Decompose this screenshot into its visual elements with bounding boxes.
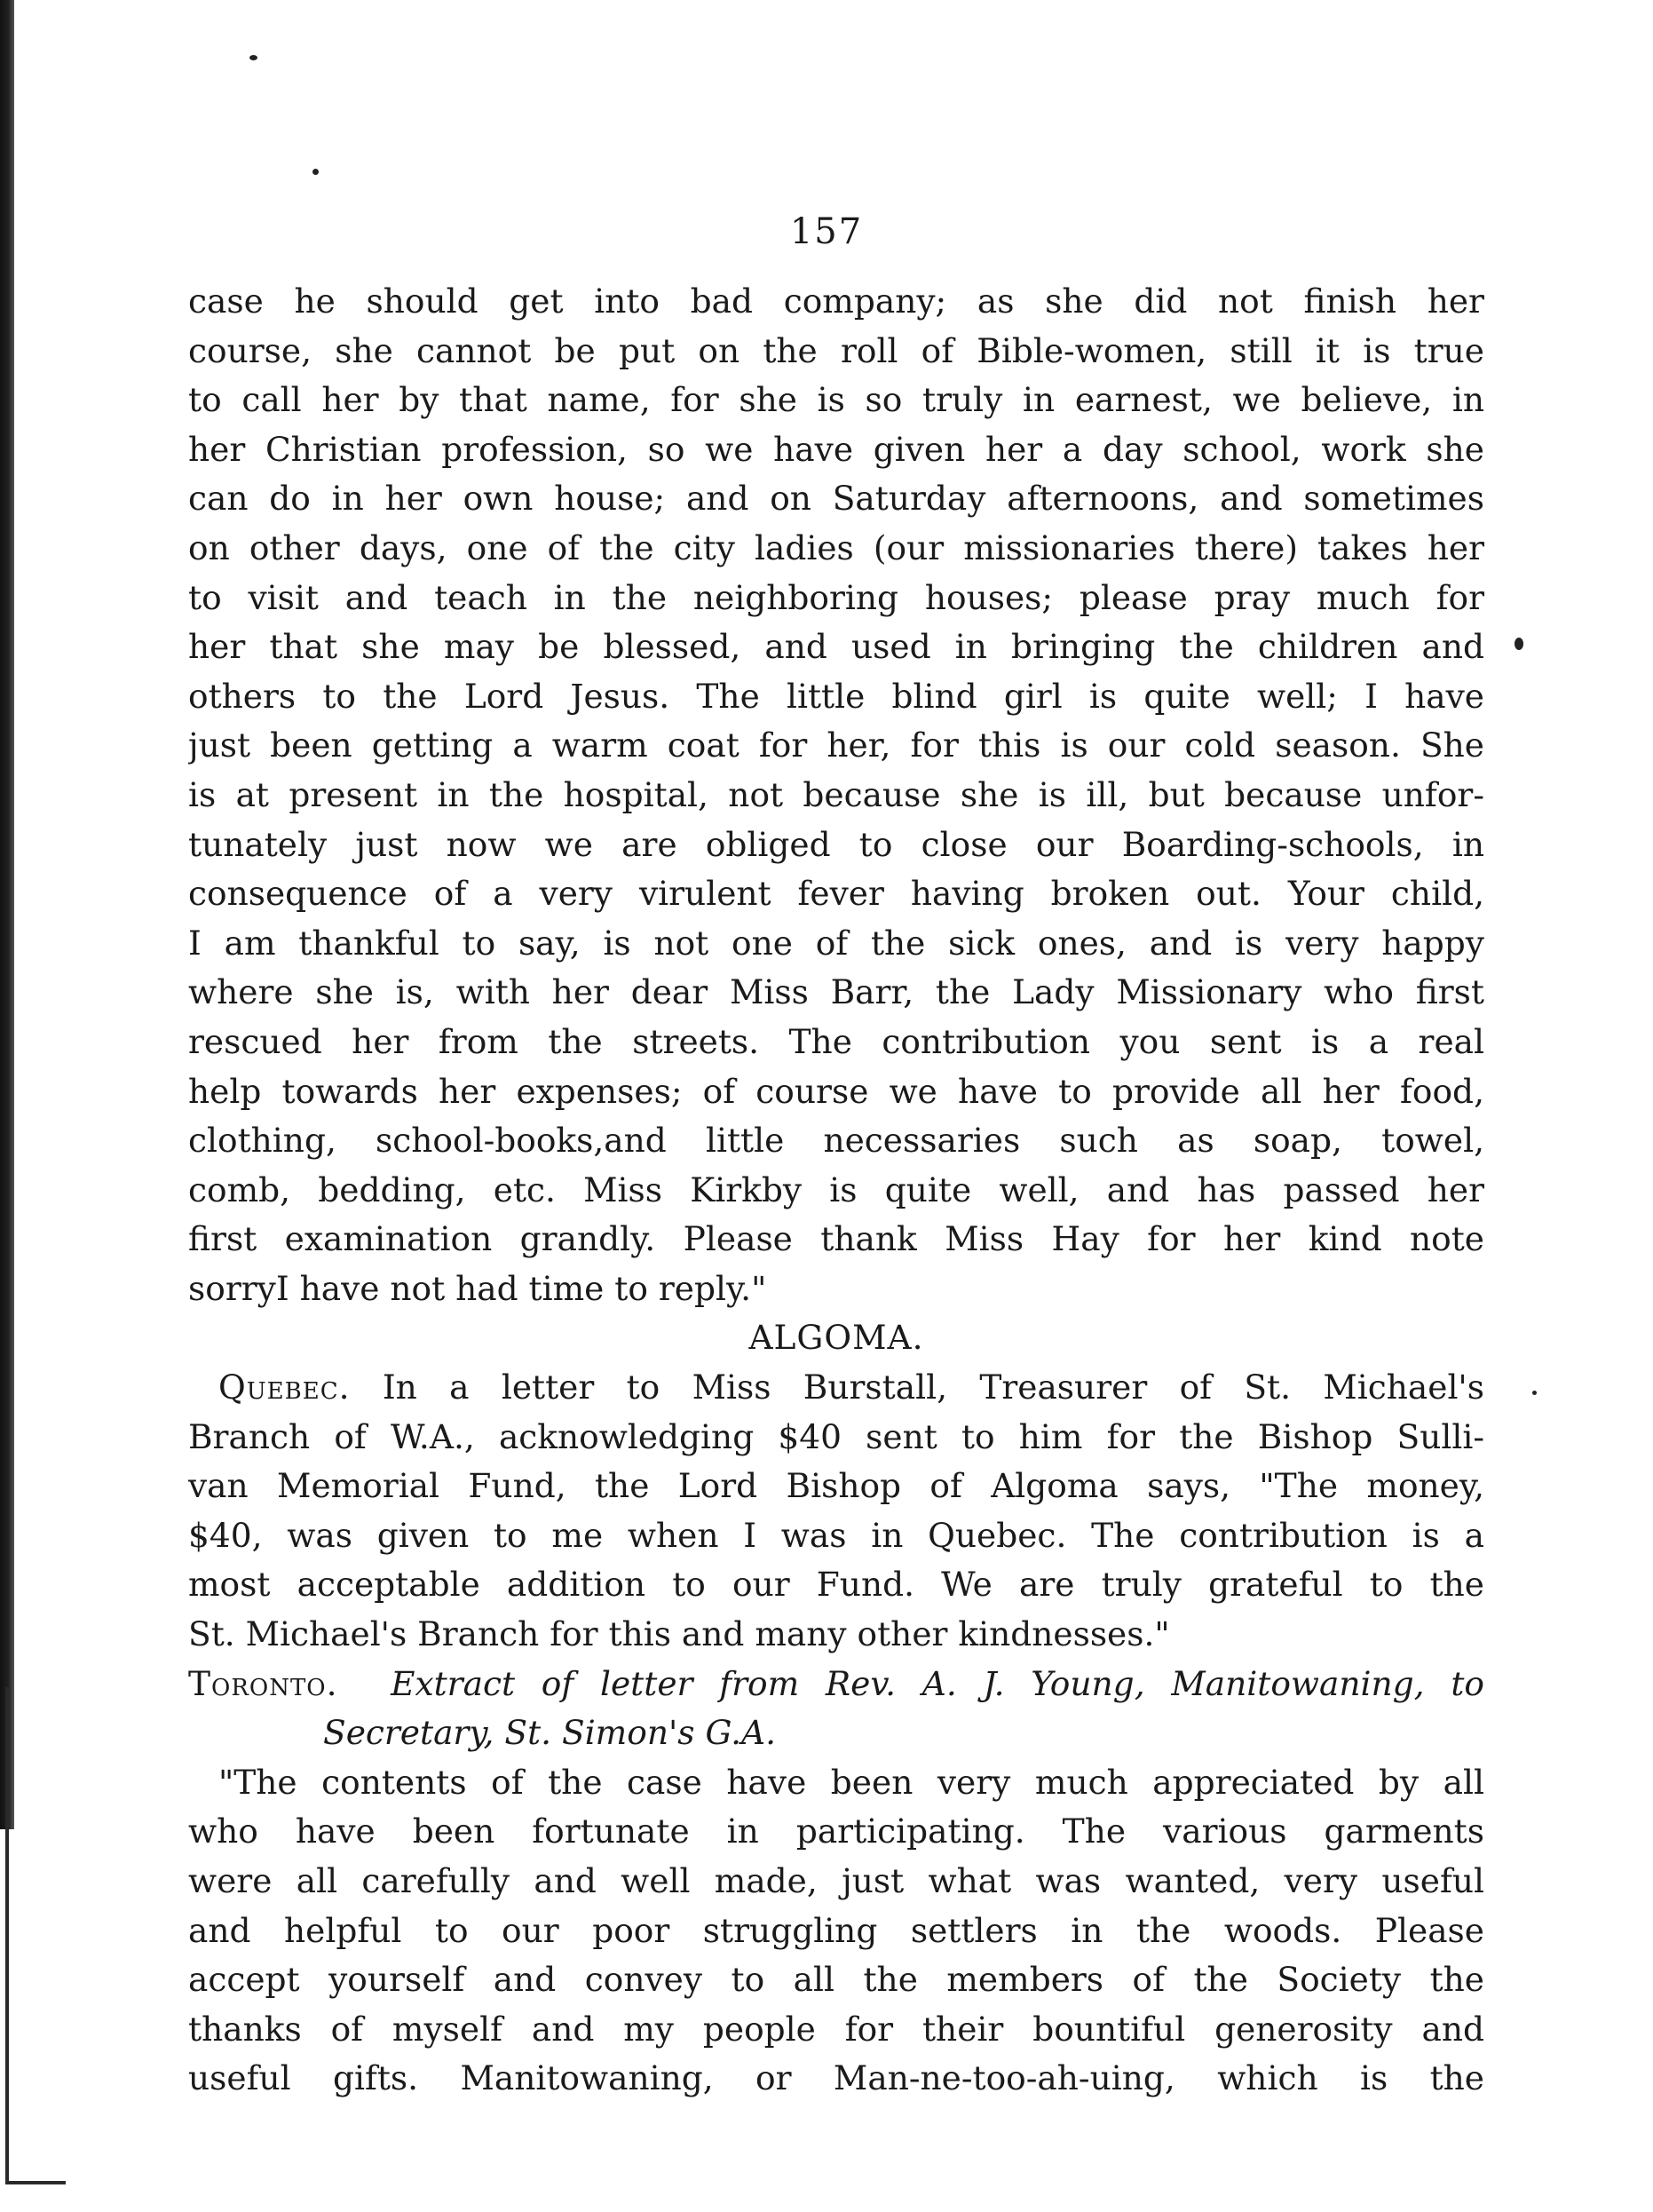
text-line: sorryI have not had time to reply."	[188, 1268, 767, 1308]
text-line: most acceptable addition to our Fund. We are truly grateful to the	[188, 1565, 1484, 1605]
page-number: 157	[789, 211, 864, 252]
text-line: her Christian profession, so we have given her a day school, work she	[188, 429, 1484, 469]
ink-speck	[1515, 638, 1523, 650]
toronto-extract-line-2: Secretary, St. Simon's G.A.	[323, 1713, 776, 1753]
binding-edge-lower	[5, 1687, 9, 2184]
text-line: comb, bedding, etc. Miss Kirkby is quite well, and has passed her	[188, 1169, 1484, 1209]
body-text	[188, 277, 1484, 2104]
text-line: where she is, with her dear Miss Barr, the Lady Missionary who first	[188, 972, 1484, 1012]
text-line: Branch of W.A., acknowledging $40 sent to him for the Bishop Sulli-	[188, 1416, 1484, 1456]
text-line: course, she cannot be put on the roll of Bible-women, still it is true	[188, 330, 1484, 370]
ink-speck	[312, 169, 319, 175]
text-line: van Memorial Fund, the Lord Bishop of Algoma says, "The money,	[188, 1466, 1484, 1506]
text-line: tunately just now we are obliged to close our Boarding-schools, in	[188, 824, 1484, 864]
binding-edge	[0, 0, 14, 1829]
text-line: is at present in the hospital, not because she is ill, but because unfor-	[188, 774, 1484, 814]
text-line: to visit and teach in the neighboring houses; please pray much for	[188, 577, 1484, 617]
text-line: $40, was given to me when I was in Quebec. The contribution is a	[188, 1515, 1484, 1555]
text-line: to call her by that name, for she is so truly in earnest, we believe, in	[188, 380, 1484, 420]
text-line: "The contents of the case have been very much appreciated by all	[218, 1762, 1484, 1802]
text-line: and helpful to our poor struggling settlers in the woods. Please	[188, 1910, 1484, 1950]
text-line: others to the Lord Jesus. The little blind girl is quite well; I have	[188, 676, 1484, 716]
text-line: on other days, one of the city ladies (our missionaries there) takes her	[188, 527, 1484, 567]
text-line: can do in her own house; and on Saturday afternoons, and sometimes	[188, 479, 1484, 519]
ink-speck	[1532, 1391, 1537, 1395]
quebec-first-line-text: In a letter to Miss Burstall, Treasurer of St. Michael's	[350, 1368, 1484, 1407]
ink-speck	[249, 55, 257, 60]
text-line: thanks of myself and my people for their bountiful generosity and	[188, 2009, 1484, 2049]
text-line: useful gifts. Manitowaning, or Man-ne-too-ah-uing, which is the	[188, 2058, 1484, 2098]
toronto-label: Toronto.	[188, 1663, 338, 1703]
text-line: accept yourself and convey to all the members of the Society the	[188, 1960, 1484, 2000]
text-line: were all carefully and well made, just what was wanted, very useful	[188, 1861, 1484, 1900]
toronto-extract-line-1: Extract of letter from Rev. A. J. Young, Manitowaning, to	[391, 1663, 1484, 1703]
text-line: first examination grandly. Please thank Miss Hay for her kind note	[188, 1219, 1484, 1259]
quebec-label: Quebec.	[218, 1368, 351, 1407]
quebec-first-line	[188, 1363, 1484, 1413]
text-line: St. Michael's Branch for this and many other kindnesses."	[188, 1614, 1170, 1654]
text-line: rescued her from the streets. The contribution you sent is a real	[188, 1021, 1484, 1061]
text-line: consequence of a very virulent fever having broken out. Your child,	[188, 874, 1484, 914]
toronto-line	[188, 1660, 1484, 1709]
text-line: just been getting a warm coat for her, for this is our cold season. She	[188, 725, 1484, 765]
text-line: who have been fortunate in participating. The various garments	[188, 1812, 1484, 1851]
text-line: help towards her expenses; of course we have to provide all her food,	[188, 1071, 1484, 1111]
section-heading: ALGOMA.	[748, 1318, 924, 1358]
text-line: case he should get into bad company; as she did not finish her	[188, 281, 1484, 321]
binding-foot-mark	[5, 2181, 66, 2184]
text-line: I am thankful to say, is not one of the sick ones, and is very happy	[188, 923, 1484, 963]
text-line: her that she may be blessed, and used in bringing the children and	[188, 627, 1484, 667]
text-line: clothing, school-books,and little necessaries such as soap, towel,	[188, 1121, 1484, 1161]
